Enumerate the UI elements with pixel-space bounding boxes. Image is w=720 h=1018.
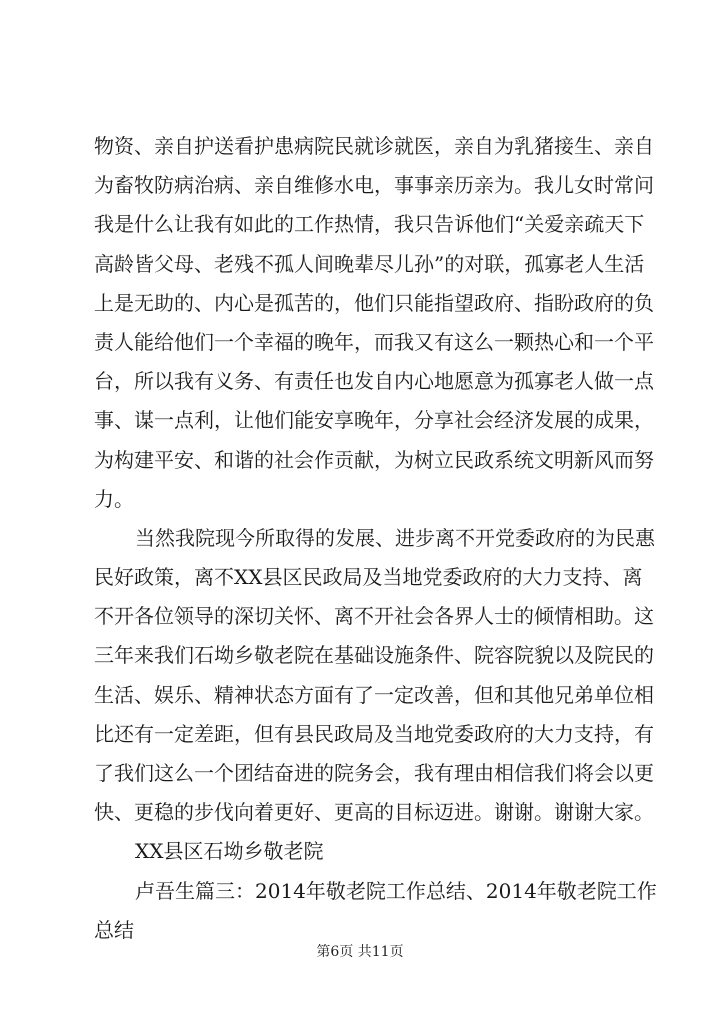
paragraph-line: 比还有一定差距，但有县民政局及当地党委政府的大力支持，有 bbox=[94, 721, 654, 746]
paragraph-line: 快、更稳的步伐向着更好、更高的目标迈进。谢谢。谢谢大家。 bbox=[94, 800, 654, 825]
paragraph-line: 三年来我们石坳乡敬老院在基础设施条件、院容院貌以及院民的 bbox=[94, 643, 654, 668]
paragraph-line: 不开各位领导的深切关怀、离不开社会各界人士的倾情相助。这 bbox=[94, 604, 654, 629]
paragraph-line: 我是什么让我有如此的工作热情，我只告诉他们“关爱亲疏天下 bbox=[94, 212, 645, 237]
paragraph-line: 物资、亲自护送看护患病院民就诊就医，亲自为乳猪接生、亲自 bbox=[94, 134, 654, 158]
paragraph-line: 了我们这么一个团结奋进的院务会，我有理由相信我们将会以更 bbox=[94, 761, 654, 785]
paragraph-2 bbox=[94, 519, 655, 833]
heading-line: 总结 bbox=[94, 917, 134, 942]
paragraph-line: 为构建平安、和谐的社会作贡献，为树立民政系统文明新风而努 bbox=[94, 447, 654, 472]
heading-line: 卢吾生篇三：2014年敬老院工作总结、2014年敬老院工作 bbox=[135, 878, 657, 903]
paragraph-line: 台，所以我有义务、有责任也发自内心地愿意为孤寡老人做一点 bbox=[94, 369, 654, 394]
paragraph-line: 事、谋一点利，让他们能安享晚年，分享社会经济发展的成果， bbox=[94, 408, 654, 433]
paragraph-line: 责人能给他们一个幸福的晚年，而我又有这么一颗热心和一个平 bbox=[94, 329, 654, 354]
paragraph-line: 高龄皆父母、老残不孤人间晚辈尽儿孙”的对联，孤寡老人生活 bbox=[94, 251, 645, 276]
paragraph-line: 当然我院现今所取得的发展、进步离不开党委政府的为民惠 bbox=[135, 525, 655, 550]
document-body bbox=[94, 127, 657, 950]
page-number-footer: 第6页 共11页 bbox=[316, 944, 404, 960]
section-heading bbox=[94, 872, 657, 950]
paragraph-1 bbox=[94, 127, 654, 519]
paragraph-line: 力。 bbox=[94, 486, 134, 511]
paragraph-line: 上是无助的、内心是孤苦的，他们只能指望政府、指盼政府的负 bbox=[94, 290, 654, 315]
paragraph-line: 生活、娱乐、精神状态方面有了一定改善，但和其他兄弟单位相 bbox=[94, 682, 654, 707]
paragraph-line: 民好政策，离不XX县区民政局及当地党委政府的大力支持、离 bbox=[94, 565, 643, 590]
paragraph-line: 为畜牧防病治病、亲自维修水电，事事亲历亲为。我儿女时常问 bbox=[94, 173, 654, 198]
signature: XX县区石坳乡敬老院 bbox=[135, 839, 324, 864]
